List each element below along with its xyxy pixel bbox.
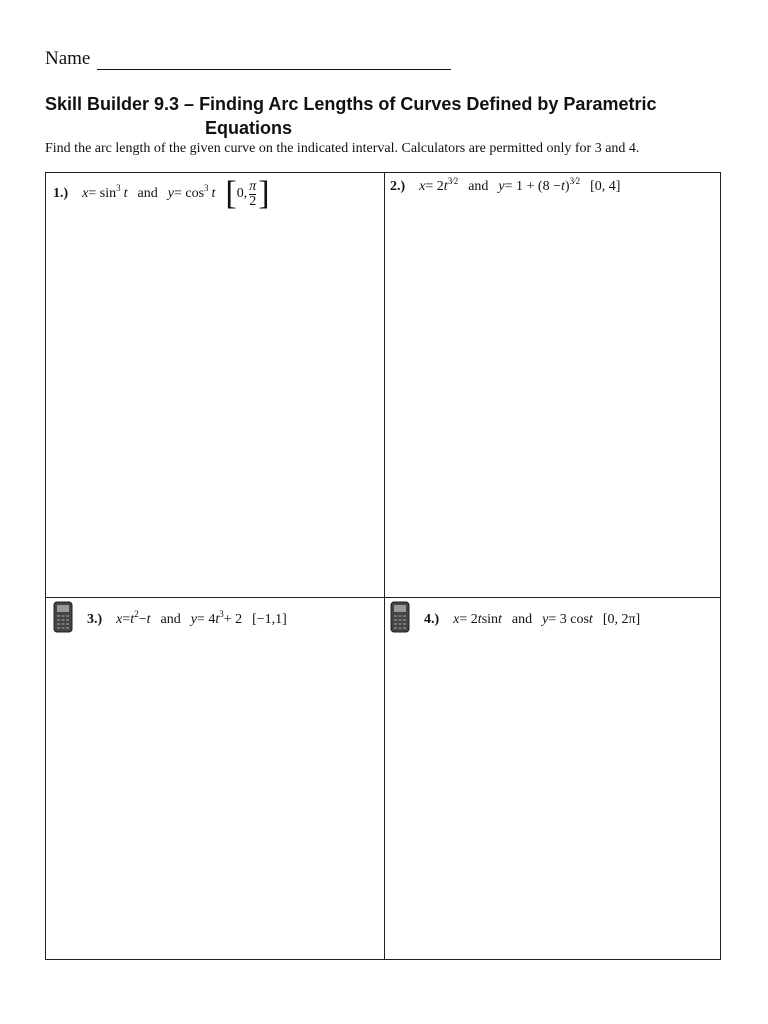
problem-3-x-eq: = xyxy=(122,611,131,627)
name-label: Name xyxy=(45,48,91,69)
problem-1-x-func: = sin xyxy=(88,186,117,201)
problem-1-interval-close-bracket: ] xyxy=(258,175,270,212)
problem-1-y-exponent: 3 xyxy=(204,183,209,193)
title-line-1: Skill Builder 9.3 – Finding Arc Lengths of Curves Defined by Parametric xyxy=(45,94,657,114)
problem-3-y-arg: t xyxy=(215,611,220,627)
problem-3-y-exponent: 3 xyxy=(219,608,224,619)
problem-3-x-exponent: 2 xyxy=(134,608,139,619)
problem-2 xyxy=(390,176,621,195)
problem-2-x-exponent: 3⁄2 xyxy=(447,176,459,186)
problem-2-x-var: x xyxy=(419,179,426,194)
name-field xyxy=(45,48,451,70)
problem-4-interval: [0, 2π] xyxy=(602,611,641,627)
problem-3-interval: [−1,1] xyxy=(252,611,287,627)
problem-1-x-exponent: 3 xyxy=(116,183,121,193)
name-blank-line[interactable] xyxy=(97,51,451,70)
problem-4-x-func: sin xyxy=(481,611,499,627)
problem-2-interval: [0, 4] xyxy=(590,179,621,194)
problem-1-interval-end xyxy=(249,180,256,209)
problem-3-and: and xyxy=(160,611,181,627)
problem-4-number: 4.) xyxy=(424,611,440,627)
problem-4-y-expr: = 3 cos xyxy=(548,611,589,627)
page-title xyxy=(45,92,735,140)
problem-2-y-exponent: 3⁄2 xyxy=(569,176,581,186)
problem-4-x-var: x xyxy=(453,611,460,627)
problem-2-x-coef: = 2 xyxy=(425,179,444,194)
problem-3 xyxy=(53,601,287,638)
problem-1-number: 1.) xyxy=(53,186,69,201)
problem-2-number: 2.) xyxy=(390,179,406,194)
problem-grid xyxy=(45,172,721,960)
calculator-icon xyxy=(53,601,73,638)
problem-2-y-arg: t xyxy=(561,179,565,194)
problem-3-y-var: y xyxy=(190,611,197,627)
problem-1-interval-open-bracket: [ xyxy=(225,175,237,212)
grid-divider-horizontal xyxy=(46,597,720,598)
problem-1-y-var: y xyxy=(167,186,174,201)
title-line-2: Equations xyxy=(205,118,293,138)
problem-3-x-arg: t xyxy=(130,611,135,627)
problem-4-x-arg2: t xyxy=(498,611,502,627)
problem-1-interval-start: 0, xyxy=(236,186,248,201)
problem-3-x-arg2: t xyxy=(146,611,151,627)
problem-2-y-var: y xyxy=(498,179,505,194)
problem-3-x-minus: − xyxy=(138,611,147,627)
problem-2-y-close: ) xyxy=(564,179,570,194)
problem-2-and: and xyxy=(468,179,489,194)
problem-4-x-coef: = 2 xyxy=(459,611,478,627)
problem-3-y-coef: = 4 xyxy=(196,611,216,627)
problem-4 xyxy=(390,601,640,638)
problem-3-y-const: + 2 xyxy=(223,611,243,627)
problem-1-x-arg: t xyxy=(123,186,128,201)
problem-1-interval-end-numerator: π xyxy=(249,178,257,194)
problem-1-interval-end-denominator: 2 xyxy=(249,193,257,209)
instructions: Find the arc length of the given curve on the indicated interval. Calculators are permitted only for 3 and 4. xyxy=(45,141,640,156)
problem-2-x-arg: t xyxy=(443,179,448,194)
problem-4-and: and xyxy=(511,611,533,627)
problem-4-y-arg: t xyxy=(588,611,593,627)
problem-4-y-var: y xyxy=(542,611,549,627)
problem-1-x-var: x xyxy=(82,186,89,201)
problem-1 xyxy=(53,177,270,211)
problem-3-x-var: x xyxy=(116,611,123,627)
problem-2-y-expr: = 1 + (8 − xyxy=(504,179,561,194)
problem-1-y-arg: t xyxy=(211,186,216,201)
calculator-icon xyxy=(390,601,410,638)
problem-4-x-arg: t xyxy=(477,611,482,627)
grid-divider-vertical xyxy=(384,173,385,959)
problem-1-y-func: = cos xyxy=(173,186,205,201)
problem-3-number: 3.) xyxy=(87,611,103,627)
problem-1-and: and xyxy=(137,186,158,201)
